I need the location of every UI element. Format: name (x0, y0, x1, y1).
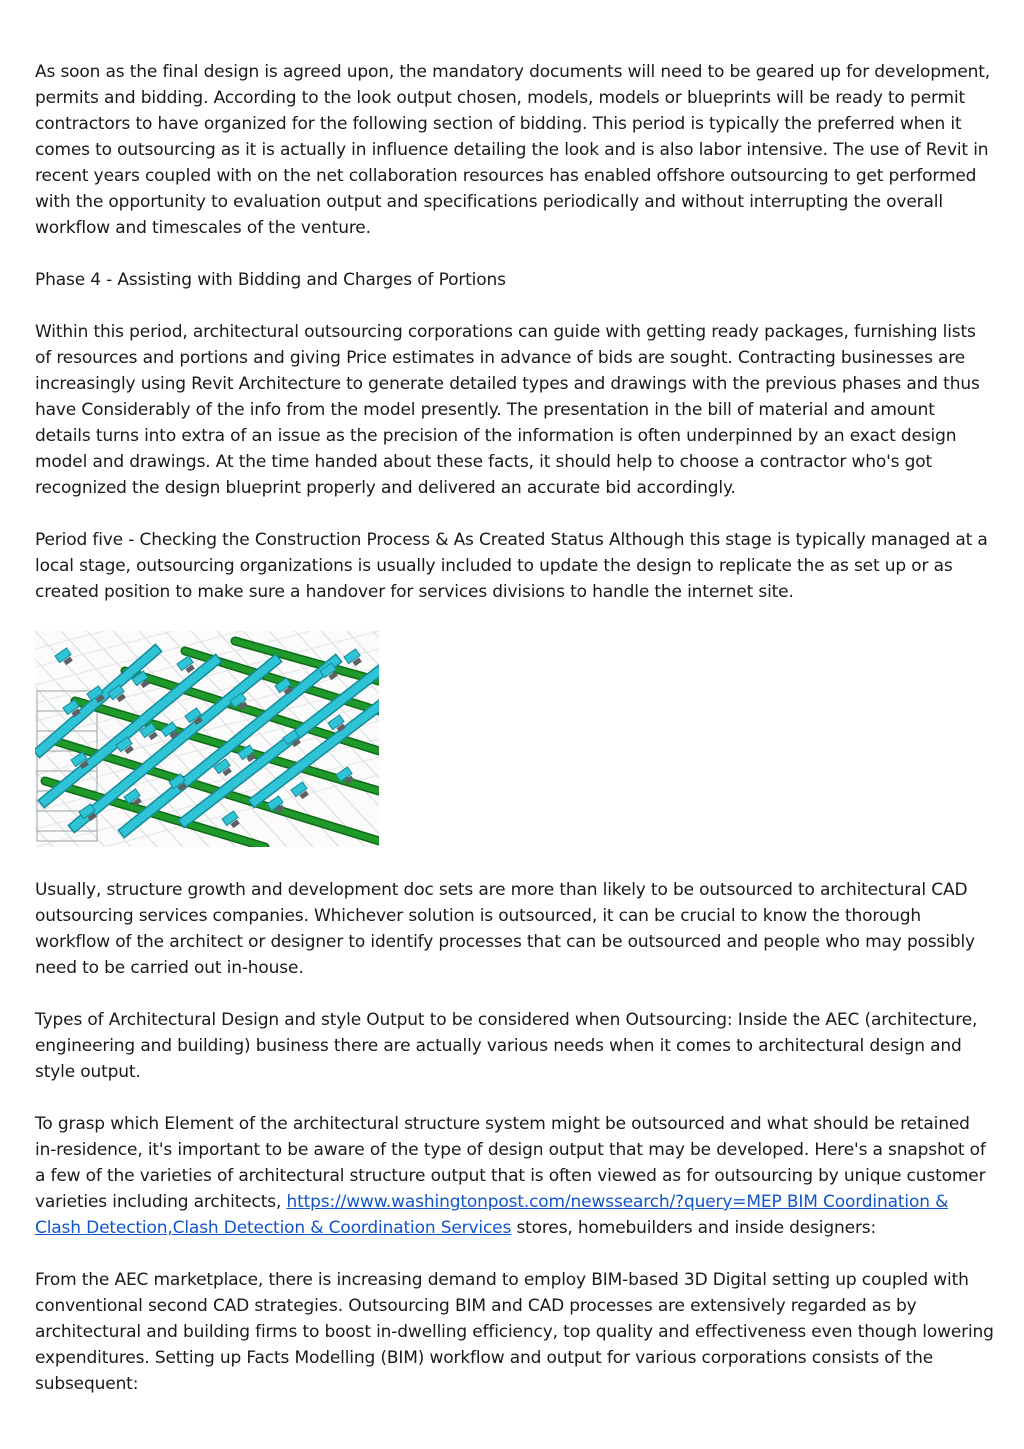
document-page (35, 59, 995, 1423)
mep-bim-model-illustration (35, 631, 379, 847)
paragraph-outsourcing-snapshot (35, 1111, 995, 1241)
phase-4-heading: Phase 4 - Assisting with Bidding and Charges of Portions (35, 270, 506, 290)
paragraph-structure-growth: Usually, structure growth and development doc sets are more than likely to be outsourced to architectural CAD outsourcing services companies. Whichever solution is outsourced, it can be crucial to know the thorough workflow of the architect or designer to identify processes that can be outsourced and people who may possibly need to be carried out in-house. (35, 880, 975, 978)
paragraph-design-output-types: Types of Architectural Design and style Output to be considered when Outsourcing: Inside the AEC (architecture, engineering and building) business there are actually various needs when it comes to architectural design and style output. (35, 1010, 978, 1082)
paragraph-aec-marketplace: From the AEC marketplace, there is increasing demand to employ BIM-based 3D Digital setting up coupled with conventional second CAD strategies. Outsourcing BIM and CAD processes are extensively regarded as by architectural and building firms to boost in-dwelling efficiency, top quality and effectiveness even though lowering expenditures. Setting up Facts Modelling (BIM) workflow and output for various corporations consists of the subsequent: (35, 1270, 994, 1394)
mep-bim-model-image (35, 631, 379, 847)
snapshot-text-after: stores, homebuilders and inside designers: (511, 1218, 877, 1238)
snapshot-text-before: To grasp which Element of the architectural structure system might be outsourced and what should be retained in-residence, it's important to be aware of the type of design output that may be developed. Here's a snapshot of a few of the varieties of architectural structure output that is often viewed as for outsourcing by unique customer varieties including architects, (35, 1114, 986, 1212)
washingtonpost-search-link[interactable]: https://www.washingtonpost.com/newssearch/?query=MEP BIM Coordination & Clash Detection,Clash Detection & Coordination Services (35, 1192, 949, 1238)
duct (125, 661, 335, 831)
paragraph-bidding: Within this period, architectural outsourcing corporations can guide with getting ready packages, furnishing lists of resources and portions and giving Price estimates in advance of bids are sought. Contracting businesses are increasingly using Revit Architecture to generate detailed types and drawings with the previous phases and thus have Considerably of the info from the model presently. The presentation in the bill of material and amount details turns into extra of an issue as the precision of the information is often underpinned by an exact design model and drawings. At the time handed about these facts, it should help to choose a contractor who's got recognized the design blueprint properly and delivered an accurate bid accordingly. (35, 322, 980, 498)
paragraph-final-design: As soon as the final design is agreed upon, the mandatory documents will need to be geared up for development, permits and bidding. According to the look output chosen, models, models or blueprints will be ready to permit contractors to have organized for the following section of bidding. This period is typically the preferred when it comes to outsourcing as it is actually in influence detailing the look and is also labor intensive. The use of Revit in recent years coupled with on the net collaboration resources has enabled offshore outsourcing to get performed with the opportunity to evaluation output and specifications periodically and without interrupting the overall workflow and timescales of the venture. (35, 62, 991, 238)
paragraph-period-five: Period five - Checking the Construction Process & As Created Status Although this stage is typically managed at a local stage, outsourcing organizations is usually included to update the design to replicate the as set up or as created position to make sure a handover for services divisions to handle the internet site. (35, 530, 988, 602)
